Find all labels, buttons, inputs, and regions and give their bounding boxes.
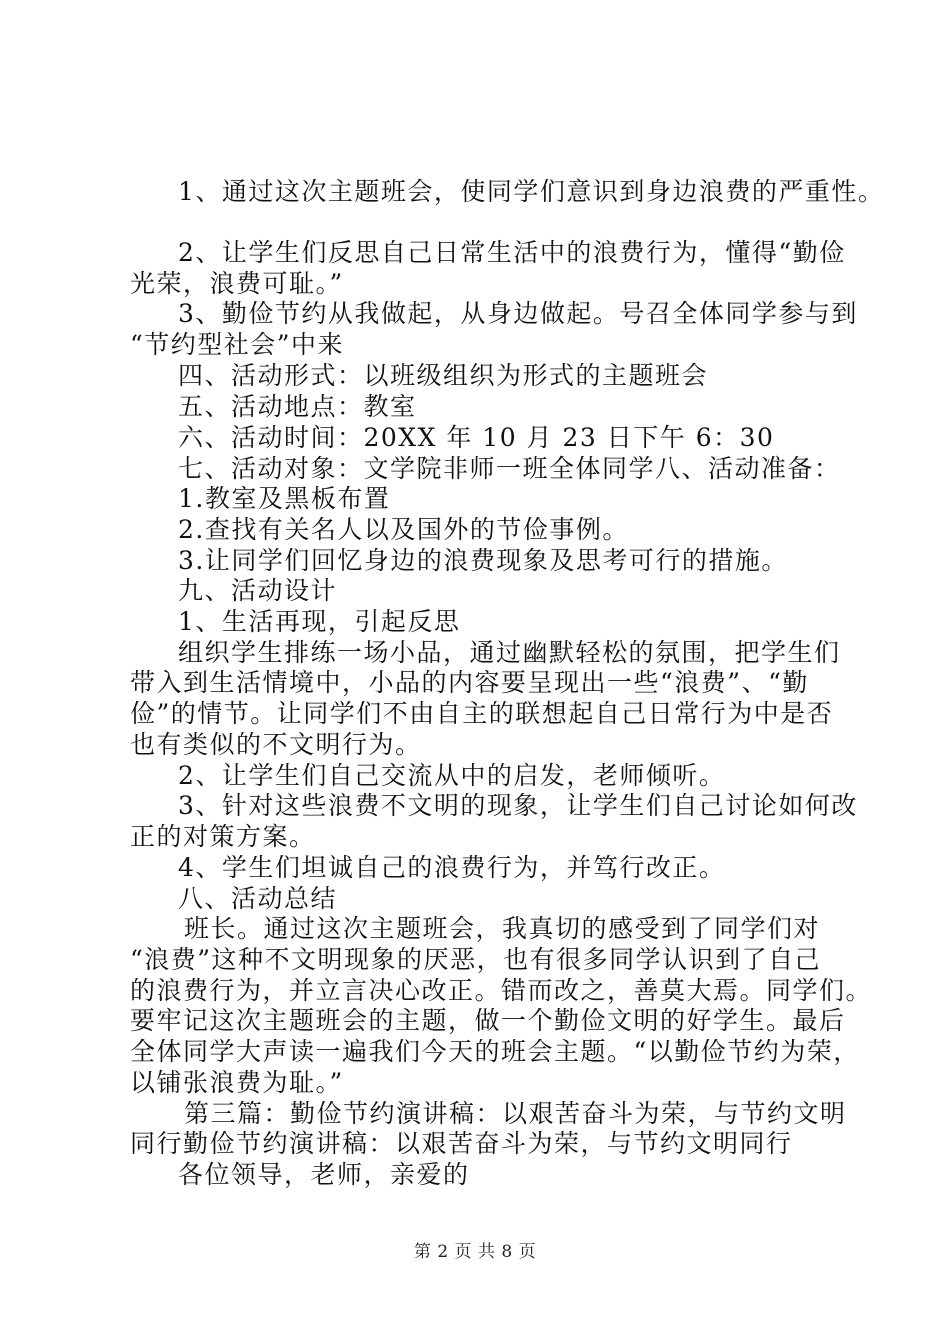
text-line: 带入到生活情境中，小品的内容要呈现出一些“浪费”、“勤 — [130, 668, 809, 697]
text-line: 以铺张浪费为耻。” — [130, 1068, 344, 1097]
text-line: 组织学生排练一场小品，通过幽默轻松的氛围，把学生们 — [178, 638, 841, 667]
text-line: 1.教室及黑板布置 — [178, 484, 391, 513]
text-line: 光荣，浪费可耻。” — [130, 269, 344, 298]
text-line: 3、勤俭节约从我做起，从身边做起。号召全体同学参与到 — [178, 299, 858, 328]
text-line: 1、通过这次主题班会，使同学们意识到身边浪费的严重性。 — [178, 177, 885, 206]
text-line: 五、活动地点：教室 — [178, 392, 417, 421]
text-line: 正的对策方案。 — [130, 822, 316, 851]
page-number-footer: 第 2 页 共 8 页 — [413, 1242, 537, 1262]
text-line: 3、针对这些浪费不文明的现象，让学生们自己讨论如何改 — [178, 791, 858, 820]
text-line: 的浪费行为，并立言决心改正。错而改之，善莫大焉。同学们。 — [130, 976, 873, 1005]
text-line: 四、活动形式：以班级组织为形式的主题班会 — [178, 361, 709, 390]
text-line: 俭”的情节。让同学们不由自主的联想起自己日常行为中是否 — [130, 699, 834, 728]
text-line: 4、学生们坦诚自己的浪费行为，并笃行改正。 — [178, 853, 726, 882]
text-line: 也有类似的不文明行为。 — [130, 730, 422, 759]
text-line: 八、活动总结 — [178, 884, 338, 913]
text-line: 各位领导，老师，亲爱的 — [178, 1160, 470, 1189]
text-line: 2、让学生们自己交流从中的启发，老师倾听。 — [178, 761, 726, 790]
text-line: 要牢记这次主题班会的主题，做一个勤俭文明的好学生。最后 — [130, 1006, 846, 1035]
text-line: “节约型社会”中来 — [130, 330, 345, 359]
text-line: 2、让学生们反思自己日常生活中的浪费行为，懂得“勤俭 — [178, 238, 846, 267]
text-line: 七、活动对象：文学院非师一班全体同学八、活动准备： — [178, 454, 841, 483]
text-line: 全体同学大声读一遍我们今天的班会主题。“以勤俭节约为荣， — [130, 1037, 860, 1066]
text-line: 同行勤俭节约演讲稿：以艰苦奋斗为荣，与节约文明同行 — [130, 1129, 793, 1158]
text-line: 2.查找有关名人以及国外的节俭事例。 — [178, 515, 629, 544]
text-line: 3.让同学们回忆身边的浪费现象及思考可行的措施。 — [178, 546, 788, 575]
text-line: 九、活动设计 — [178, 576, 338, 605]
text-line: 第三篇：勤俭节约演讲稿：以艰苦奋斗为荣，与节约文明 — [184, 1099, 847, 1128]
text-line: “浪费”这种不文明现象的厌恶，也有很多同学认识到了自己 — [130, 945, 822, 974]
text-line: 六、活动时间：20XX 年 10 月 23 日下午 6：30 — [178, 423, 775, 452]
text-line: 班长。通过这次主题班会，我真切的感受到了同学们对 — [184, 914, 821, 943]
text-line: 1、生活再现，引起反思 — [178, 607, 461, 636]
